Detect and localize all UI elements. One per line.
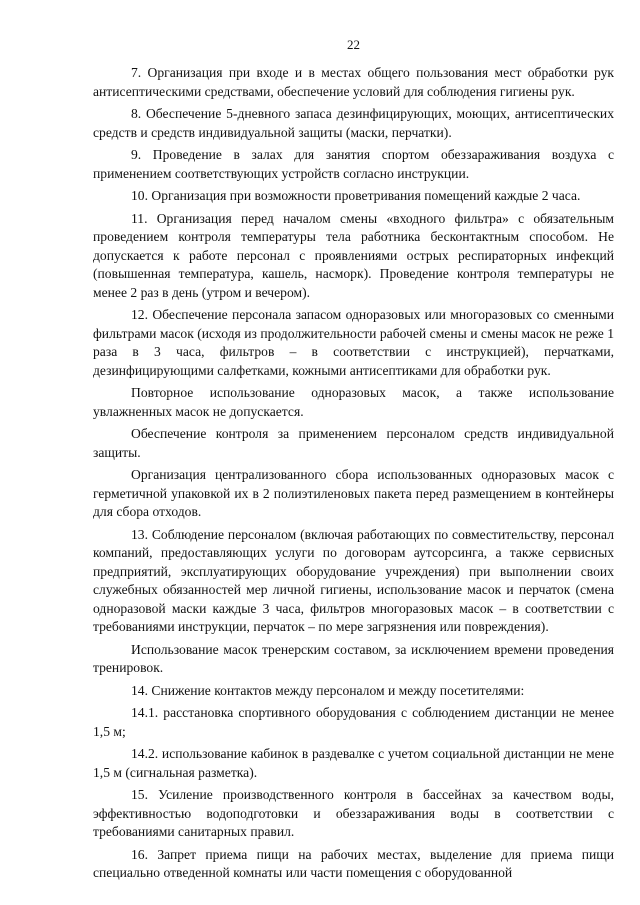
paragraph-mask-collection: Организация централизованного сбора использованных одноразовых масок с герметичной упаковкой их в 2 полиэтиленовых пакета перед размещением в контейнеры для сбора отходов. <box>93 467 614 519</box>
paragraph-item-7: 7. Организация при входе и в местах общего пользования мест обработки рук антисептическими средствами, обеспечение условий для соблюдения гигиены рук. <box>93 65 614 99</box>
paragraph-item-12: 12. Обеспечение персонала запасом одноразовых или многоразовых со сменными фильтрами масок (исходя из продолжительности рабочей смены и смены масок не реже 1 раза в 3 часа, фильтров – в соответствии с инструкцией), перчатками, дезинфицирующими салфетками, кожными антисептиками для обработки рук. <box>93 307 614 378</box>
paragraph-item-15: 15. Усиление производственного контроля в бассейнах за качеством воды, эффективностью водоподготовки и обеззараживания воды в соответствии с требованиями санитарных правил. <box>93 787 614 839</box>
page-number: 22 <box>347 37 360 52</box>
paragraph-item-11: 11. Организация перед началом смены «входного фильтра» с обязательным проведением контроля температуры тела работника бесконтактным способом. Не допускается к работе персонал с проявлениями острых респираторных инфекций (повышенная температура, кашель, насморк). Проведение контроля температуры не менее 2 раз в день (утром и вечером). <box>93 210 614 300</box>
paragraph-item-14: 14. Снижение контактов между персоналом и между посетителями: <box>131 682 525 698</box>
paragraph-item-14-1: 14.1. расстановка спортивного оборудования с соблюдением дистанции не менее 1,5 м; <box>93 705 614 739</box>
paragraph-item-14-2: 14.2. использование кабинок в раздевалке с учетом социальной дистанции не мене 1,5 м (сигнальная разметка). <box>93 746 614 780</box>
paragraph-mask-reuse: Повторное использование одноразовых масок, а также использование увлажненных масок не допускается. <box>93 385 614 419</box>
paragraph-item-10: 10. Организация при возможности проветривания помещений каждые 2 часа. <box>131 188 581 203</box>
paragraph-item-13: 13. Соблюдение персоналом (включая работающих по совместительству, персонал компаний, предоставляющих услуги по договорам аутсорсинга, а также сервисных предприятий, эксплуатирующих оборудование учреждения) при выполнении своих служебных обязанностей мер личной гигиены, использование масок и перчаток (смена одноразовой маски каждые 3 часа, фильтров многоразовых масок – в соответствии с требованиями инструкции, перчаток – по мере загрязнения или повреждения). <box>93 526 614 634</box>
paragraph-coach-masks: Использование масок тренерским составом, за исключением времени проведения тренировок. <box>93 641 614 675</box>
paragraph-item-9: 9. Проведение в залах для занятия спортом обеззараживания воздуха с применением соответствующих устройств согласно инструкции. <box>93 147 614 181</box>
paragraph-item-16: 16. Запрет приема пищи на рабочих местах, выделение для приема пищи специально отведенной комнаты или части помещения с оборудованной <box>93 846 614 880</box>
paragraph-ppe-control: Обеспечение контроля за применением персоналом средств индивидуальной защиты. <box>93 426 614 460</box>
paragraph-item-8: 8. Обеспечение 5-дневного запаса дезинфицирующих, моющих, антисептических средств и средств индивидуальной защиты (маски, перчатки). <box>93 106 614 140</box>
document-body <box>93 64 614 883</box>
